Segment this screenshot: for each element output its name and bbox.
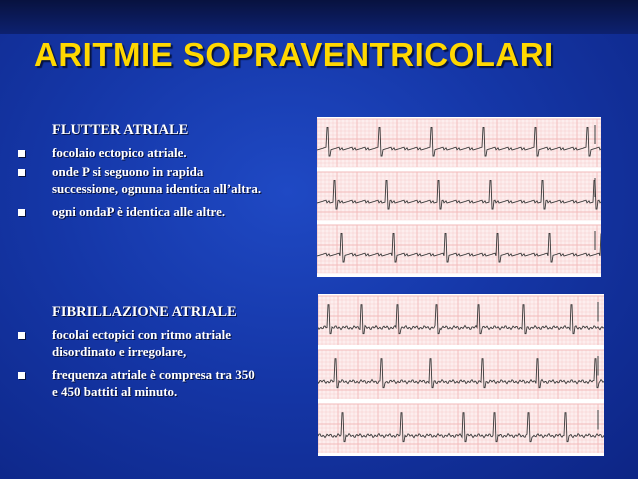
ecg-strip bbox=[317, 119, 601, 167]
ecg-flutter-svg bbox=[317, 117, 601, 277]
ecg-fibrillation-svg bbox=[318, 294, 604, 456]
flutter-bullet-1: focolaio ectopico atriale. bbox=[52, 145, 187, 160]
ecg-strip bbox=[317, 172, 601, 220]
fibrillazione-bullet-2: frequenza atriale è compresa tra 350 e 450 battiti al minuto. bbox=[52, 367, 255, 399]
flutter-bullet-3: ogni ondaP è identica alle altre. bbox=[52, 204, 226, 219]
flutter-heading: FLUTTER ATRIALE bbox=[52, 122, 189, 138]
bullet-marker bbox=[18, 150, 25, 157]
header-band bbox=[0, 0, 638, 34]
fibrillazione-bullet-1: focolai ectopici con ritmo atriale disordinato e irregolare, bbox=[52, 327, 232, 359]
slide-title: ARITMIE SOPRAVENTRICOLARI bbox=[34, 36, 554, 73]
ecg-strip bbox=[318, 296, 604, 345]
ecg-fibrillation-image bbox=[318, 294, 604, 456]
bullet-marker bbox=[18, 332, 25, 339]
flutter-bullet-2: onde P si seguono in rapida successione, ognuna identica all’altra. bbox=[52, 164, 262, 196]
bullet-marker bbox=[18, 209, 25, 216]
bullet-marker bbox=[18, 372, 25, 379]
ecg-strip bbox=[317, 225, 601, 273]
ecg-strip bbox=[318, 404, 604, 453]
ecg-strip bbox=[318, 350, 604, 399]
bullet-marker bbox=[18, 169, 25, 176]
ecg-flutter-image bbox=[317, 117, 601, 277]
fibrillazione-heading: FIBRILLAZIONE ATRIALE bbox=[52, 304, 237, 320]
